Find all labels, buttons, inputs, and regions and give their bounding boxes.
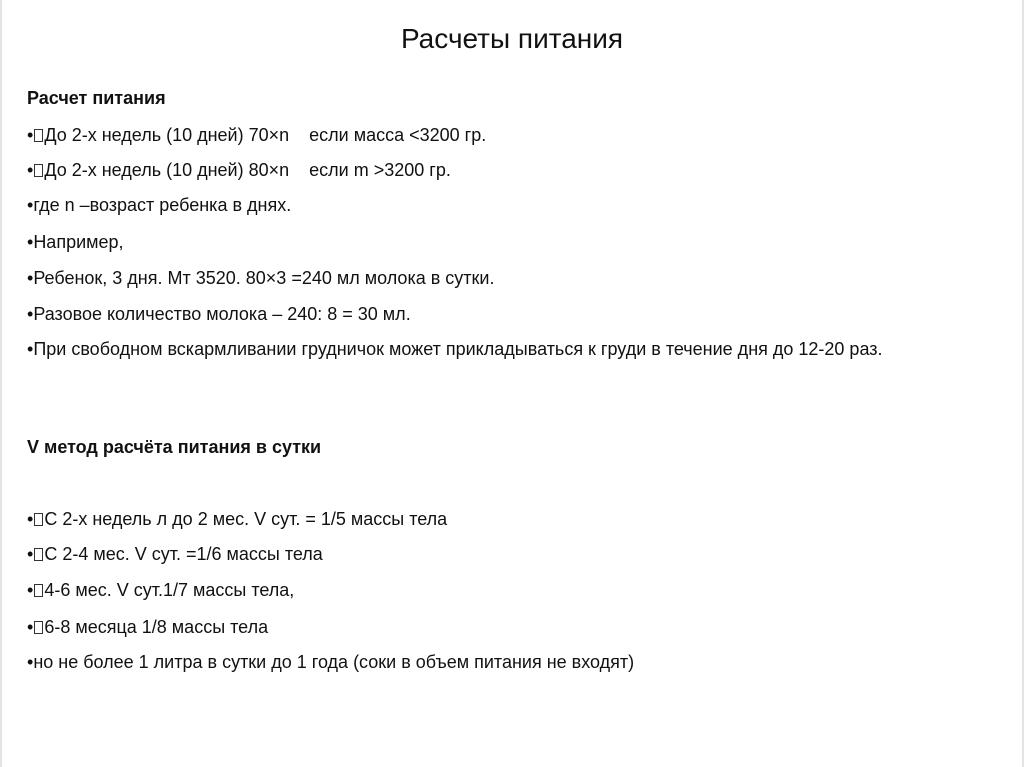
missing-glyph-icon [34,513,43,526]
list-item: • 6-8 месяца 1/8 массы тела [27,617,269,637]
bullet: • [27,509,34,529]
list-item: • До 2-х недель (10 дней) 70×n если масса <3200 гр. [27,125,487,145]
bullet: • [27,125,34,145]
bullet: • [27,304,34,324]
bullet: • [27,652,34,672]
bullet: • [27,544,34,564]
list-item: •При свободном вскармливании грудничок может прикладываться к груди в течение дня до 12-20 раз. [27,339,883,359]
bullet: • [27,232,34,252]
list-item: • С 2-х недель л до 2 мес. V сут. = 1/5 массы тела [27,509,448,529]
list-item: •где n –возраст ребенка в днях. [27,195,292,215]
slide-left-border [0,0,2,767]
bullet: • [27,617,34,637]
bullet: • [27,160,34,180]
list-item: • 4-6 мес. V сут.1/7 массы тела, [27,580,295,600]
section-heading-feeding-calc: Расчет питания [27,88,166,108]
missing-glyph-icon [34,548,43,561]
missing-glyph-icon [34,584,43,597]
list-item: •Разовое количество молока – 240: 8 = 30 мл. [27,304,411,324]
section-heading-volume-method: V метод расчёта питания в сутки [27,437,322,457]
bullet: • [27,580,34,600]
bullet: • [27,268,34,288]
page-title: Расчеты питания [400,23,624,54]
missing-glyph-icon [34,621,43,634]
list-item: •Например, [27,232,124,252]
bullet: • [27,339,34,359]
list-item: •но не более 1 литра в сутки до 1 года (соки в объем питания не входят) [27,652,635,672]
missing-glyph-icon [34,164,43,177]
list-item: •Ребенок, 3 дня. Мт 3520. 80×3 =240 мл молока в сутки. [27,268,495,288]
list-item: • До 2-х недель (10 дней) 80×n если m >3200 гр. [27,160,451,180]
list-item: • С 2-4 мес. V сут. =1/6 массы тела [27,544,323,564]
bullet: • [27,195,34,215]
missing-glyph-icon [34,129,43,142]
